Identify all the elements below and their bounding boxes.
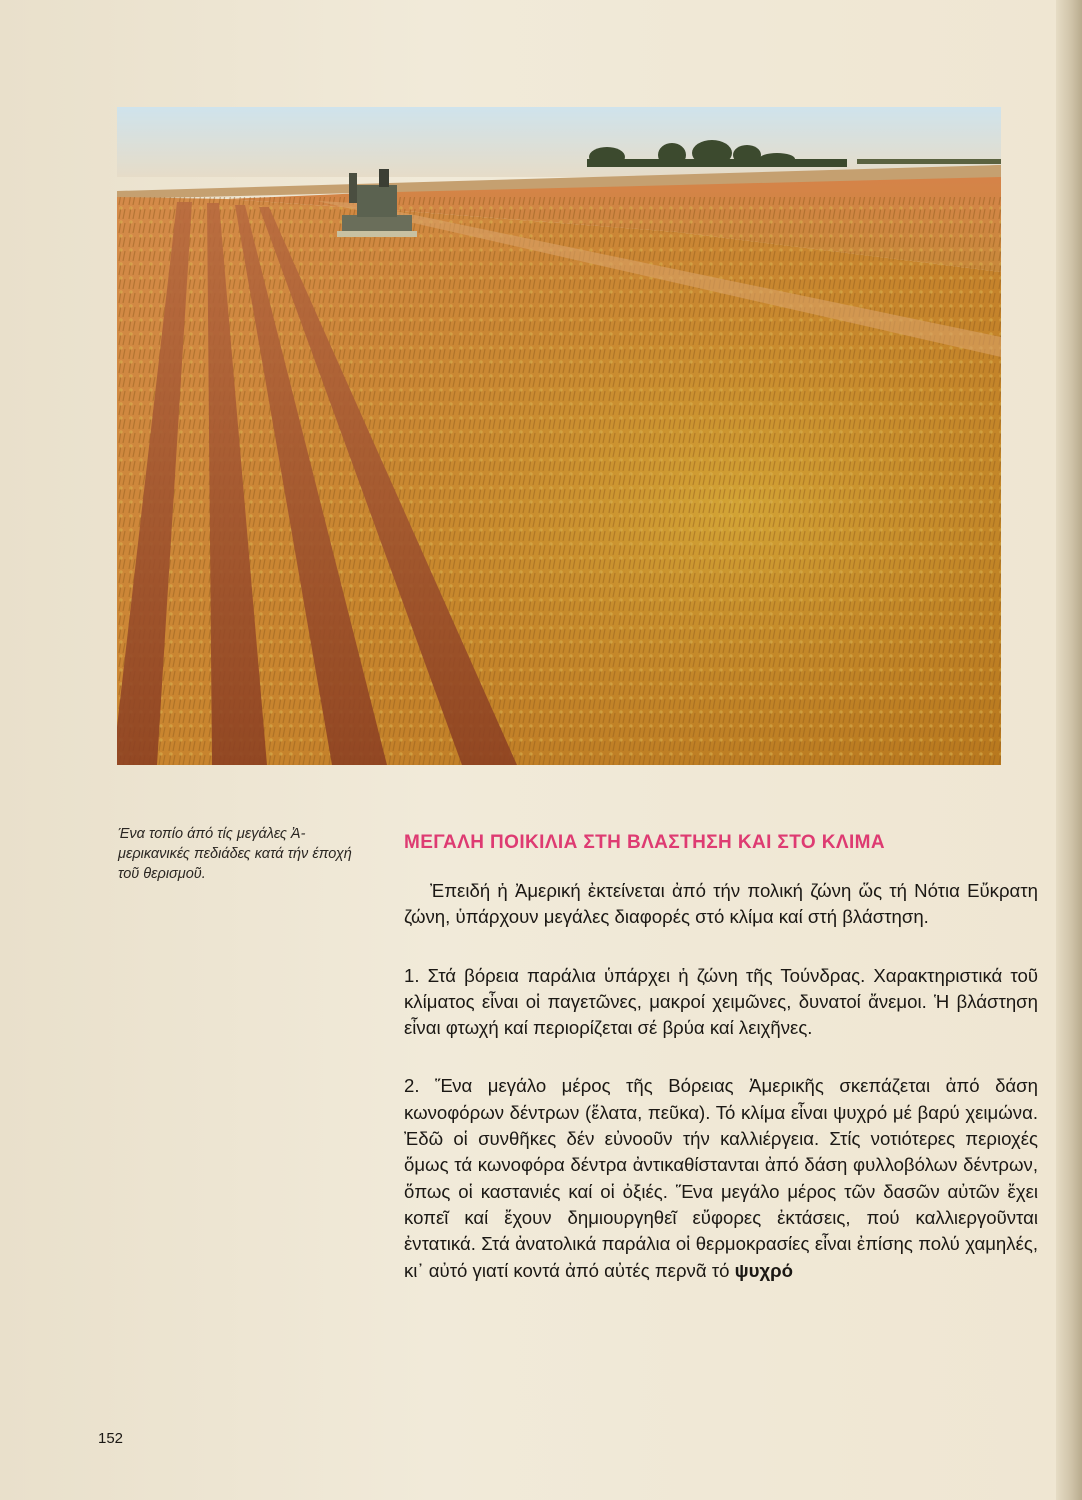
paragraph-forests-text: 2. Ἕνα μεγάλο μέρος τῆς Βόρειας Ἀμερικῆς σκεπάζεται ἀπό δάση κωνοφόρων δέντρων (ἔλατα, πεῦκα). Τό κλίμα εἶναι ψυχρό μέ βαρύ χειμώνα. Ἐδῶ οἱ συνθῆκες δέν εὐνοοῦν τήν καλλιέργεια. Στίς νοτιότερες περιοχές ὅμως τά κωνοφόρα δέντρα ἀντικαθίστανται ἀπό δάση φυλλοβόλων δέντρων, ὅπως οἱ καστανιές καί οἱ ὀξιές. Ἕνα μεγάλο μέρος τῶν δασῶν αὐτῶν ἔχει κοπεῖ καί ἔχουν δημιουργηθεῖ εὔφορες ἐκτάσεις, πού καλλιεργοῦνται ἐντατικά. Στά ἀνατολικά παράλια οἱ θερμοκρασίες εἶναι ἐπίσης πολύ χαμηλές, κι᾽ αὐτό γιατί κοντά ἀπό αὐτές περνᾶ τό	[404, 1075, 1038, 1281]
paragraph-forests-bold-word: ψυχρό	[734, 1259, 794, 1281]
paragraph-forests	[404, 1073, 1038, 1283]
paragraph-intro: Ἐπειδή ἡ Ἀμερική ἐκτείνεται ἀπό τήν πολική ζώνη ὥς τή Νότια Εὔκρατη ζώνη, ὑπάρχουν μεγάλες διαφορές στό κλίμα καί στή βλάστηση.	[404, 880, 1038, 928]
wheat-field-harvester-photo	[117, 107, 1001, 765]
section-heading: ΜΕΓΑΛΗ ΠΟΙΚΙΛΙΑ ΣΤΗ ΒΛΑΣΤΗΣΗ ΚΑΙ ΣΤΟ ΚΛΙΜΑ	[404, 832, 885, 853]
page-number: 152	[98, 1430, 124, 1447]
book-spine	[1056, 0, 1082, 1500]
photo-caption: Ένα τοπίο άπό τίς μεγάλες Ἀ-μερικανικές πεδιάδες κατά τήν έποχή τοῦ θερισμοῦ.	[118, 826, 352, 882]
section-body	[404, 878, 1038, 1316]
paragraph-tundra: 1. Στά βόρεια παράλια ὑπάρχει ἡ ζώνη τῆς Τούνδρας. Χαρακτηριστικά τοῦ κλίματος εἶναι οἱ παγετῶνες, μακροί χειμῶνες, δυνατοί ἄνεμοι. Ἡ βλάστηση εἶναι φτωχή καί περιορίζεται σέ βρύα καί λειχῆνες.	[404, 964, 1038, 1039]
